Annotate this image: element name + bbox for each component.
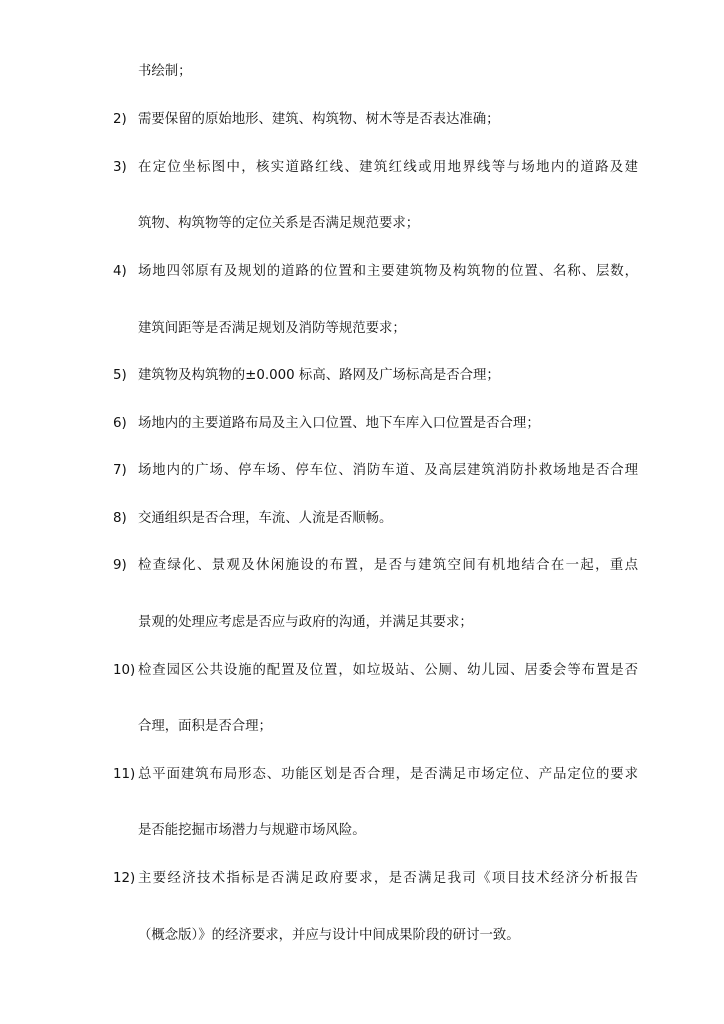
item-number: 7) <box>113 463 127 478</box>
item-text: 书绘制； <box>138 64 192 79</box>
list-item <box>0 867 724 891</box>
item-text: 景观的处理应考虑是否应与政府的沟通，并满足其要求； <box>138 615 473 630</box>
item-text: 建筑间距等是否满足规划及消防等规范要求； <box>138 321 406 336</box>
item-text: 筑物、构筑物等的定位关系是否满足规范要求； <box>138 216 420 231</box>
list-item <box>0 260 724 284</box>
item-number: 12) <box>113 871 136 886</box>
item-number: 8) <box>113 511 127 526</box>
list-item <box>0 317 724 341</box>
item-text: 主要经济技术指标是否满足政府要求，是否满足我司《项目技术经济分析报告 <box>138 871 638 886</box>
list-item <box>0 924 724 948</box>
list-item <box>0 763 724 787</box>
list-item <box>0 459 724 483</box>
item-text: 在定位坐标图中，核实道路红线、建筑红线或用地界线等与场地内的道路及建 <box>138 160 638 175</box>
item-text: 场地四邻原有及规划的道路的位置和主要建筑物及构筑物的位置、名称、层数， <box>138 264 638 279</box>
item-text: 场地内的广场、停车场、停车位、消防车道、及高层建筑消防扑救场地是否合理 <box>138 463 638 478</box>
list-item <box>0 60 724 84</box>
list-item <box>0 659 724 683</box>
list-item <box>0 412 724 436</box>
list-item <box>0 507 724 531</box>
list-item <box>0 715 724 739</box>
item-number: 2) <box>113 112 127 127</box>
item-text: 检查园区公共设施的配置及位置，如垃圾站、公厕、幼儿园、居委会等布置是否 <box>138 663 638 678</box>
item-number: 5) <box>113 368 127 383</box>
item-number: 4) <box>113 264 127 279</box>
list-item <box>0 156 724 180</box>
list-item <box>0 212 724 236</box>
list-item <box>0 108 724 132</box>
item-text: 交通组织是否合理，车流、人流是否顺畅。 <box>138 511 393 526</box>
item-text: 总平面建筑布局形态、功能区划是否合理，是否满足市场定位、产品定位的要求 <box>138 767 638 782</box>
list-item <box>0 364 724 388</box>
item-number: 6) <box>113 416 127 431</box>
list-item <box>0 611 724 635</box>
item-text: 检查绿化、景观及休闲施设的布置，是否与建筑空间有机地结合在一起，重点 <box>138 558 638 573</box>
item-number: 11) <box>113 767 136 782</box>
item-text: 场地内的主要道路布局及主入口位置、地下车库入口位置是否合理； <box>138 416 540 431</box>
item-text: 合理，面积是否合理； <box>138 719 272 734</box>
item-text: 建筑物及构筑物的±0.000 标高、路网及广场标高是否合理； <box>138 368 500 383</box>
item-text: 是否能挖掘市场潜力与规避市场风险。 <box>138 823 366 838</box>
item-text: 需要保留的原始地形、建筑、构筑物、树木等是否表达准确； <box>138 112 500 127</box>
item-number: 10) <box>113 663 136 678</box>
item-number: 9) <box>113 558 127 573</box>
item-number: 3) <box>113 160 127 175</box>
list-item <box>0 554 724 578</box>
item-text: （概念版）》的经济要求，并应与设计中间成果阶段的研讨一致。 <box>138 928 520 943</box>
list-item <box>0 819 724 843</box>
